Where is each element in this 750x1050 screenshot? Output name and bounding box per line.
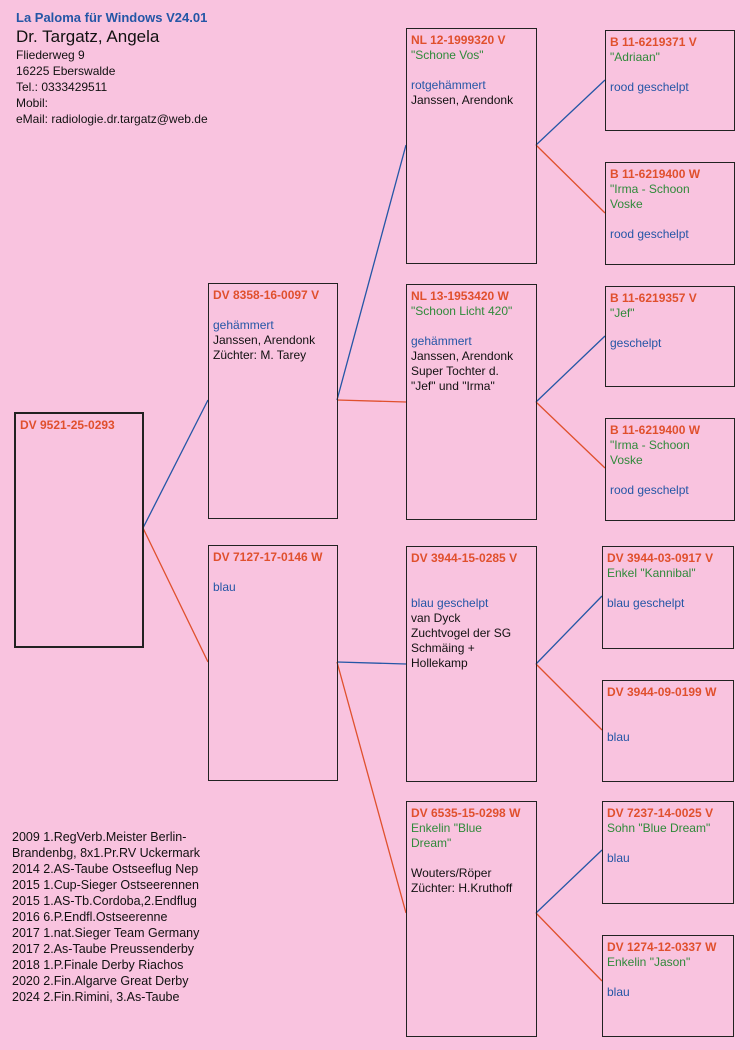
dam-dam-line1: Wouters/Röper [411, 866, 492, 880]
line-sire-sd [337, 400, 406, 402]
ddd-box [602, 935, 734, 1037]
line-sire-ss [337, 145, 406, 400]
dsd-box [602, 680, 734, 782]
sds-color: geschelpt [610, 336, 662, 350]
sire-dam-box [406, 284, 537, 520]
achievement-item: 2015 1.AS-Tb.Cordoba,2.Endflug [12, 894, 197, 908]
dam-dam-ring: DV 6535-15-0298 W [411, 806, 521, 820]
ssd-name1: "Irma - Schoon [610, 182, 690, 196]
breeder-header [16, 10, 208, 127]
ssd-name2: Voske [610, 197, 643, 211]
dss-box [602, 546, 734, 649]
sire-sire-ring: NL 12-1999320 V [411, 33, 506, 47]
line-dam-dd [337, 662, 406, 913]
sire-sire-name: "Schone Vos" [411, 48, 484, 62]
sire-line2: Züchter: M. Tarey [213, 348, 307, 362]
line-ds-dss [536, 596, 602, 664]
dss-ring: DV 3944-03-0917 V [607, 551, 714, 565]
achievement-item: 2017 1.nat.Sieger Team Germany [12, 926, 200, 940]
breeder-street: Fliederweg 9 [16, 48, 85, 62]
dds-name: Sohn "Blue Dream" [607, 821, 711, 835]
sire-dam-name: "Schoon Licht 420" [411, 304, 513, 318]
line-dd-dds [536, 850, 602, 913]
sdd-name1: "Irma - Schoon [610, 438, 690, 452]
sdd-box [605, 418, 735, 521]
breeder-name: Dr. Targatz, Angela [16, 27, 160, 46]
dam-sire-line4: Hollekamp [411, 656, 468, 670]
sss-ring: B 11-6219371 V [610, 35, 697, 49]
dam-dam-box [406, 801, 537, 1037]
sire-dam-color: gehämmert [411, 334, 472, 348]
dsd-ring: DV 3944-09-0199 W [607, 685, 717, 699]
sire-color: gehämmert [213, 318, 274, 332]
sire-dam-line3: "Jef" und "Irma" [411, 379, 495, 393]
breeder-mobil: Mobil: [16, 96, 49, 110]
sire-dam-line1: Janssen, Arendonk [411, 349, 514, 363]
line-ss-sss [536, 80, 605, 145]
ddd-ring: DV 1274-12-0337 W [607, 940, 717, 954]
dds-ring: DV 7237-14-0025 V [607, 806, 714, 820]
dds-color: blau [607, 851, 630, 865]
sdd-ring: B 11-6219400 W [610, 423, 701, 437]
sire-ring: DV 8358-16-0097 V [213, 288, 320, 302]
achievement-item: 2009 1.RegVerb.Meister Berlin- [12, 830, 187, 844]
ssd-box [605, 162, 735, 265]
line-ds-dsd [536, 664, 602, 730]
line-ss-ssd [536, 145, 605, 213]
subject-pigeon-box [14, 412, 144, 648]
achievement-item: 2024 2.Fin.Rimini, 3.As-Taube [12, 990, 180, 1004]
sds-box [605, 286, 735, 387]
achievement-item: 2016 6.P.Endfl.Ostseerenne [12, 910, 168, 924]
sdd-color: rood geschelpt [610, 483, 689, 497]
achievements-list [12, 829, 200, 1005]
dss-color: blau geschelpt [607, 596, 685, 610]
sss-name: "Adriaan" [610, 50, 660, 64]
line-subject-dam [143, 528, 208, 662]
dam-color: blau [213, 580, 236, 594]
dss-name: Enkel "Kannibal" [607, 566, 696, 580]
ssd-color: rood geschelpt [610, 227, 689, 241]
sss-box [605, 30, 735, 131]
dam-sire-line2: Zuchtvogel der SG [411, 626, 512, 640]
line-dd-ddd [536, 913, 602, 981]
sss-color: rood geschelpt [610, 80, 689, 94]
achievement-item: 2017 2.As-Taube Preussenderby [12, 942, 195, 956]
dds-box [602, 801, 734, 904]
line-sd-sdd [536, 402, 605, 468]
sire-box [208, 283, 338, 519]
achievement-item: 2018 1.P.Finale Derby Riachos [12, 958, 184, 972]
breeder-email: eMail: radiologie.dr.targatz@web.de [16, 112, 208, 126]
achievement-item: 2020 2.Fin.Algarve Great Derby [12, 974, 189, 988]
line-dam-ds [337, 662, 406, 664]
dam-sire-box [406, 546, 537, 782]
breeder-city: 16225 Eberswalde [16, 64, 116, 78]
sire-dam-ring: NL 13-1953420 W [411, 289, 509, 303]
dam-box [208, 545, 338, 781]
dam-sire-line3: Schmäing + [411, 641, 475, 655]
achievement-item: 2015 1.Cup-Sieger Ostseerennen [12, 878, 199, 892]
achievement-item: Brandenbg, 8x1.Pr.RV Uckermark [12, 846, 201, 860]
line-subject-sire [143, 400, 208, 528]
breeder-tel: Tel.: 0333429511 [16, 80, 108, 94]
subject-ring: DV 9521-25-0293 [20, 418, 115, 432]
sire-dam-line2: Super Tochter d. [411, 364, 499, 378]
dam-dam-name1: Enkelin "Blue [411, 821, 482, 835]
achievement-item: 2014 2.AS-Taube Ostseeflug Nep [12, 862, 199, 876]
dam-sire-color: blau geschelpt [411, 596, 489, 610]
sire-sire-box [406, 28, 537, 264]
dam-sire-ring: DV 3944-15-0285 V [411, 551, 518, 565]
app-title: La Paloma für Windows V24.01 [16, 10, 208, 25]
dam-sire-line1: van Dyck [411, 611, 461, 625]
sdd-name2: Voske [610, 453, 643, 467]
sds-ring: B 11-6219357 V [610, 291, 697, 305]
dam-ring: DV 7127-17-0146 W [213, 550, 323, 564]
ddd-color: blau [607, 985, 630, 999]
sire-sire-color: rotgehämmert [411, 78, 486, 92]
ssd-ring: B 11-6219400 W [610, 167, 701, 181]
ddd-name: Enkelin "Jason" [607, 955, 691, 969]
sire-line1: Janssen, Arendonk [213, 333, 316, 347]
dsd-color: blau [607, 730, 630, 744]
dam-dam-line2: Züchter: H.Kruthoff [411, 881, 513, 895]
dam-dam-name2: Dream" [411, 836, 452, 850]
line-sd-sds [536, 336, 605, 402]
sire-sire-line1: Janssen, Arendonk [411, 93, 514, 107]
sds-name: "Jef" [610, 306, 635, 320]
